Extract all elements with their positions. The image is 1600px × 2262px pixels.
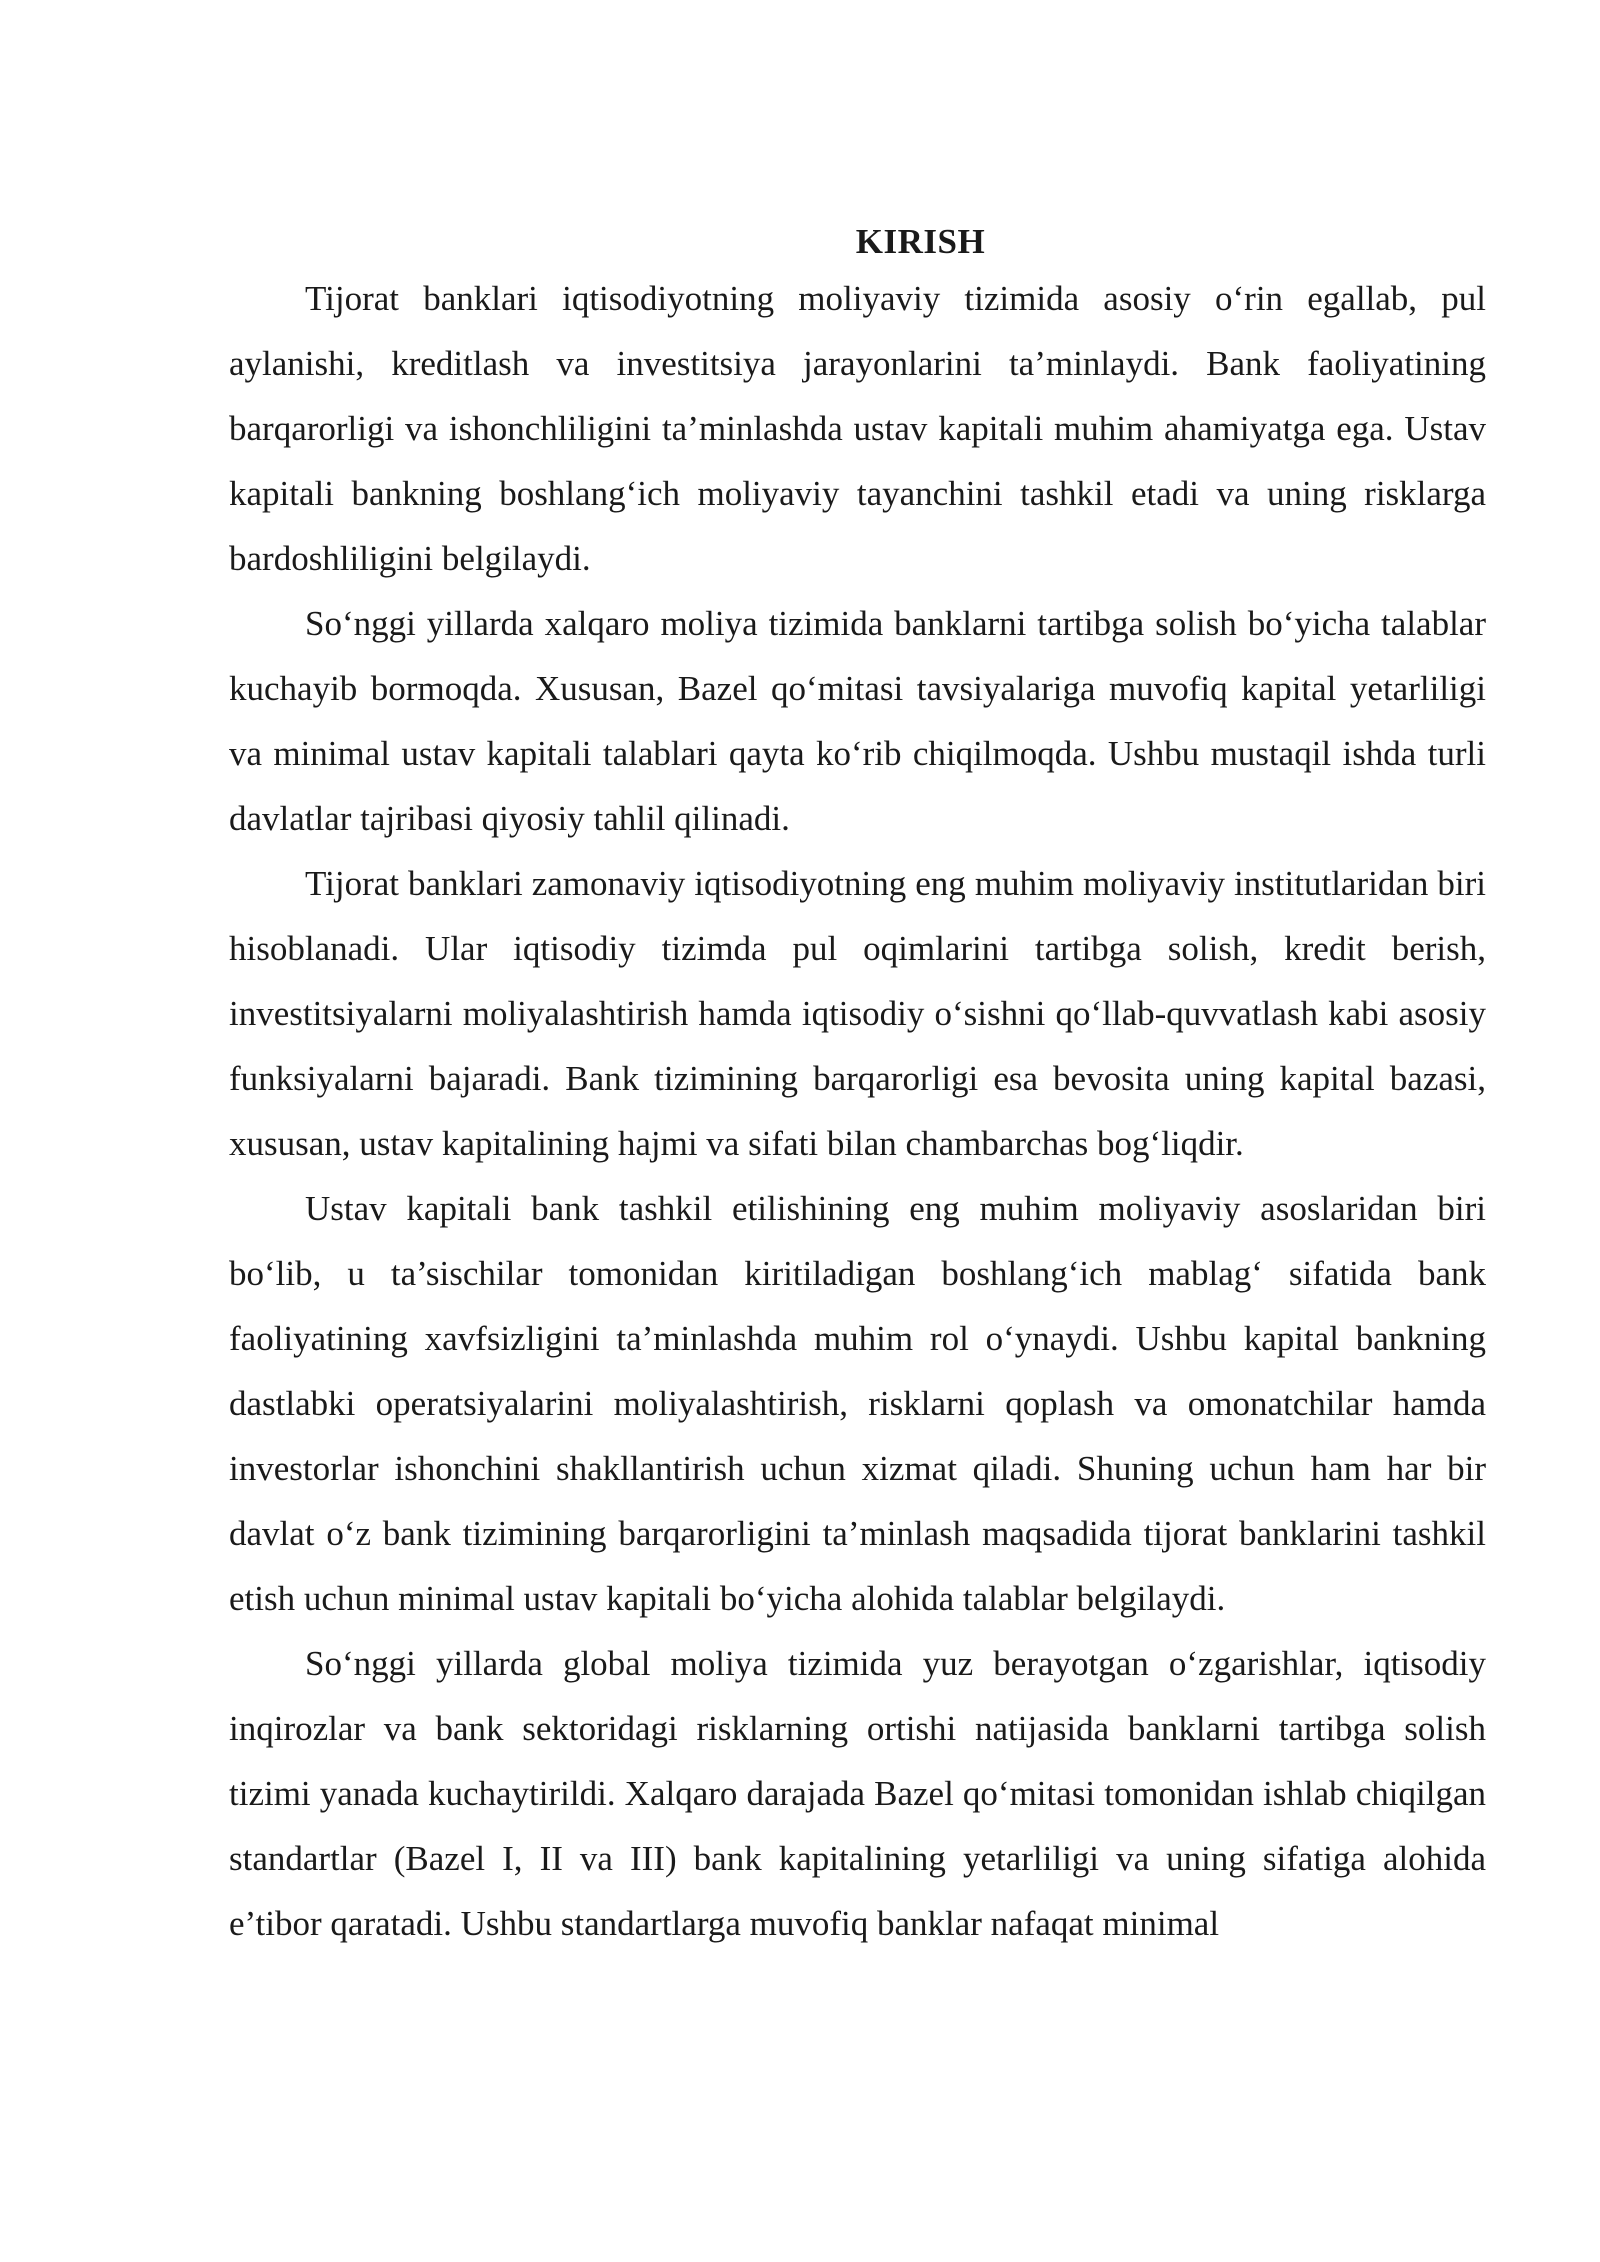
section-title: KIRISH bbox=[855, 222, 986, 261]
paragraph: So‘nggi yillarda xalqaro moliya tizimida banklarni tartibga solish bo‘yicha talablar kuchayib bormoqda. Xususan, Bazel qo‘mitasi tavsiyalariga muvofiq kapital yetarliligi va minimal ustav kapitali talablari qayta ko‘rib chiqilmoqda. Ushbu mustaqil ishda turli davlatlar tajribasi qiyosiy tahlil qilinadi. bbox=[229, 604, 1486, 838]
paragraph: So‘nggi yillarda global moliya tizimida yuz berayotgan o‘zgarishlar, iqtisodiy inqirozlar va bank sektoridagi risklarning ortishi natijasida banklarni tartibga solish tizimi yanada kuchaytirildi. Xalqaro darajada Bazel qo‘mitasi tomonidan ishlab chiqilgan standartlar (Bazel I, II va III) bank kapitalining yetarliligi va uning sifatiga alohida e’tibor qaratadi. Ushbu standartlarga muvofiq banklar nafaqat minimal bbox=[229, 1644, 1486, 1943]
paragraph: Ustav kapitali bank tashkil etilishining eng muhim moliyaviy asoslaridan biri bo‘lib, u ta’sischilar tomonidan kiritiladigan boshlang‘ich mablag‘ sifatida bank faoliyatining xavfsizligini ta’minlashda muhim rol o‘ynaydi. Ushbu kapital bankning dastlabki operatsiyalarini moliyalashtirish, risklarni qoplash va omonatchilar hamda investorlar ishonchini shakllantirish uchun xizmat qiladi. Shuning uchun ham har bir davlat o‘z bank tizimining barqarorligini ta’minlash maqsadida tijorat banklarini tashkil etish uchun minimal ustav kapitali bo‘yicha alohida talablar belgilaydi. bbox=[229, 1189, 1486, 1618]
paragraph: Tijorat banklari zamonaviy iqtisodiyotning eng muhim moliyaviy institutlaridan biri hisoblanadi. Ular iqtisodiy tizimda pul oqimlarini tartibga solish, kredit berish, investitsiyalarni moliyalashtirish hamda iqtisodiy o‘sishni qo‘llab-quvvatlash kabi asosiy funksiyalarni bajaradi. Bank tizimining barqarorligi esa bevosita uning kapital bazasi, xususan, ustav kapitalining hajmi va sifati bilan chambarchas bog‘liqdir. bbox=[229, 864, 1486, 1163]
paragraph: Tijorat banklari iqtisodiyotning moliyaviy tizimida asosiy o‘rin egallab, pul aylanishi, kreditlash va investitsiya jarayonlarini ta’minlaydi. Bank faoliyatining barqarorligi va ishonchliligini ta’minlashda ustav kapitali muhim ahamiyatga ega. Ustav kapitali bankning boshlang‘ich moliyaviy tayanchini tashkil etadi va uning risklarga bardoshliligini belgilaydi. bbox=[229, 279, 1486, 578]
document-body bbox=[229, 218, 1486, 1956]
